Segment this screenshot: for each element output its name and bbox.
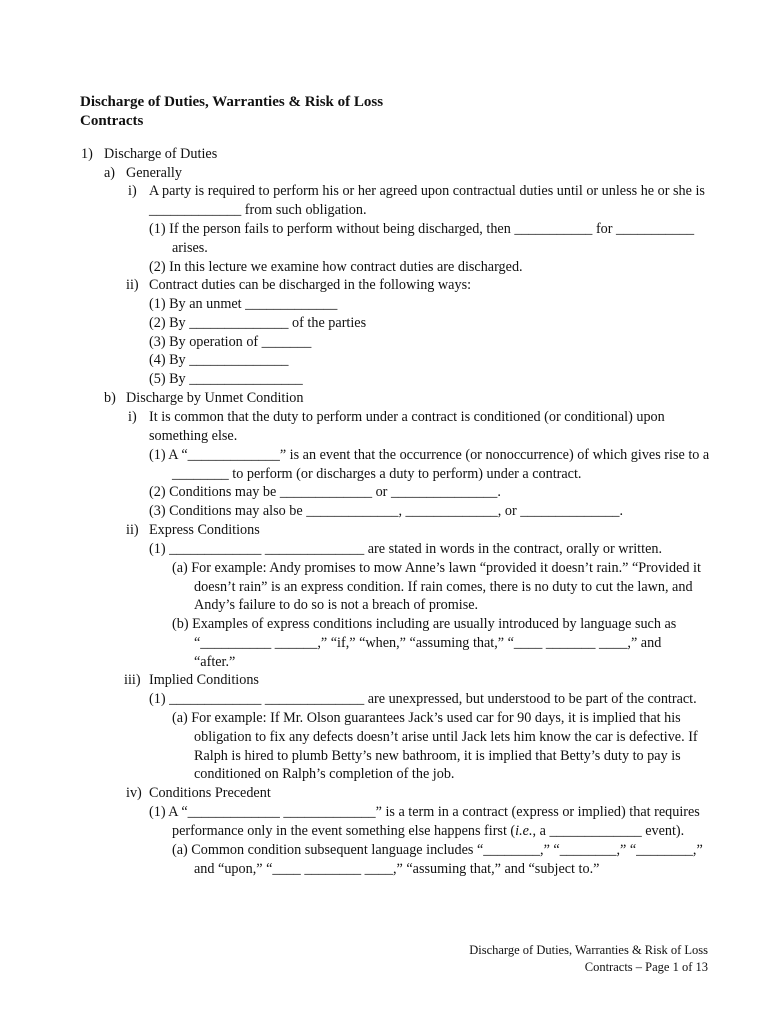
- outline-text: something else.: [149, 428, 238, 444]
- outline-heading: Discharge of Duties: [104, 146, 218, 162]
- outline-text: (1) A “_____________ _____________” is a term in a contract (express or implied) that requires: [149, 804, 700, 820]
- outline-text: Contract duties can be discharged in the following ways:: [149, 277, 472, 293]
- outline-text: It is common that the duty to perform under a contract is conditioned (or conditional) upon: [149, 409, 665, 425]
- outline-text: (2) Conditions may be _____________ or _______________.: [149, 484, 501, 500]
- outline-text: doesn’t rain” is an express condition. If rain comes, there is no duty to cut the lawn, and: [194, 579, 693, 595]
- outline-text: (2) In this lecture we examine how contract duties are discharged.: [149, 259, 523, 275]
- outline-number: 1): [81, 146, 93, 162]
- outline-text: (a) Common condition subsequent language includes “________,” “________,” “________,”: [172, 842, 703, 858]
- outline-text: (1) _____________ ______________ are unexpressed, but understood to be part of the contract.: [149, 691, 697, 707]
- page-footer-title: Discharge of Duties, Warranties & Risk of Loss: [469, 943, 708, 957]
- outline-text: (1) If the person fails to perform without being discharged, then ___________ for ___________: [149, 221, 695, 237]
- outline-text: ________ to perform (or discharges a duty to perform) under a contract.: [172, 466, 582, 482]
- outline-text: obligation to fix any defects doesn’t arise until Jack lets him know the car is defective. If: [194, 729, 698, 745]
- outline-text: (2) By ______________ of the parties: [149, 315, 367, 331]
- outline-text: (1) A “_____________” is an event that the occurrence (or nonoccurrence) of which gives rise to a: [149, 447, 710, 463]
- outline-text: (1) _____________ ______________ are stated in words in the contract, orally or written.: [149, 541, 663, 557]
- outline-text: (a) For example: If Mr. Olson guarantees Jack’s used car for 90 days, it is implied that his: [172, 710, 681, 726]
- outline-heading: Implied Conditions: [149, 672, 259, 688]
- outline-roman: ii): [126, 522, 139, 538]
- outline-text: A party is required to perform his or her agreed upon contractual duties until or unless he or she is: [149, 183, 705, 199]
- page-footer-page-number: Contracts – Page 1 of 13: [584, 960, 708, 974]
- outline-text: _____________ from such obligation.: [149, 202, 367, 218]
- outline-text: “__________ ______,” “if,” “when,” “assuming that,” “____ _______ ____,” and: [194, 635, 662, 651]
- outline-letter: b): [104, 390, 116, 406]
- outline-text: (3) Conditions may also be _____________, _____________, or ______________.: [149, 503, 624, 519]
- outline-text: performance only in the event something else happens first (i.e., a _____________ event).: [172, 823, 685, 839]
- outline-heading: Conditions Precedent: [149, 785, 271, 801]
- outline-heading: Express Conditions: [149, 522, 260, 538]
- outline-text: “after.”: [194, 654, 236, 670]
- outline-text: Ralph is hired to plumb Betty’s new bathroom, it is implied that Betty’s duty to pay is: [194, 748, 681, 764]
- document-subtitle: Contracts: [80, 113, 144, 129]
- outline-subheading: Discharge by Unmet Condition: [126, 390, 304, 406]
- outline-subheading: Generally: [126, 165, 182, 181]
- outline-text: (5) By ________________: [149, 371, 303, 387]
- outline-text: Andy’s failure to do so is not a breach of promise.: [194, 597, 479, 613]
- outline-text: (4) By ______________: [149, 352, 289, 368]
- outline-roman: ii): [126, 277, 139, 293]
- outline-text: (3) By operation of _______: [149, 334, 312, 350]
- document-title: Discharge of Duties, Warranties & Risk of Loss: [80, 94, 384, 110]
- outline-text: arises.: [172, 240, 208, 256]
- outline-roman: iv): [126, 785, 142, 801]
- outline-text: and “upon,” “____ ________ ____,” “assuming that,” and “subject to.”: [194, 861, 600, 877]
- outline-text: (1) By an unmet _____________: [149, 296, 338, 312]
- outline-roman: i): [128, 183, 137, 199]
- outline-text: (a) For example: Andy promises to mow Anne’s lawn “provided it doesn’t rain.” “Provided it: [172, 560, 701, 576]
- outline-text: (b) Examples of express conditions including are usually introduced by language such as: [172, 616, 677, 632]
- outline-roman: iii): [124, 672, 141, 688]
- outline-letter: a): [104, 165, 116, 181]
- outline-text: conditioned on Ralph’s completion of the job.: [194, 766, 455, 782]
- outline-roman: i): [128, 409, 137, 425]
